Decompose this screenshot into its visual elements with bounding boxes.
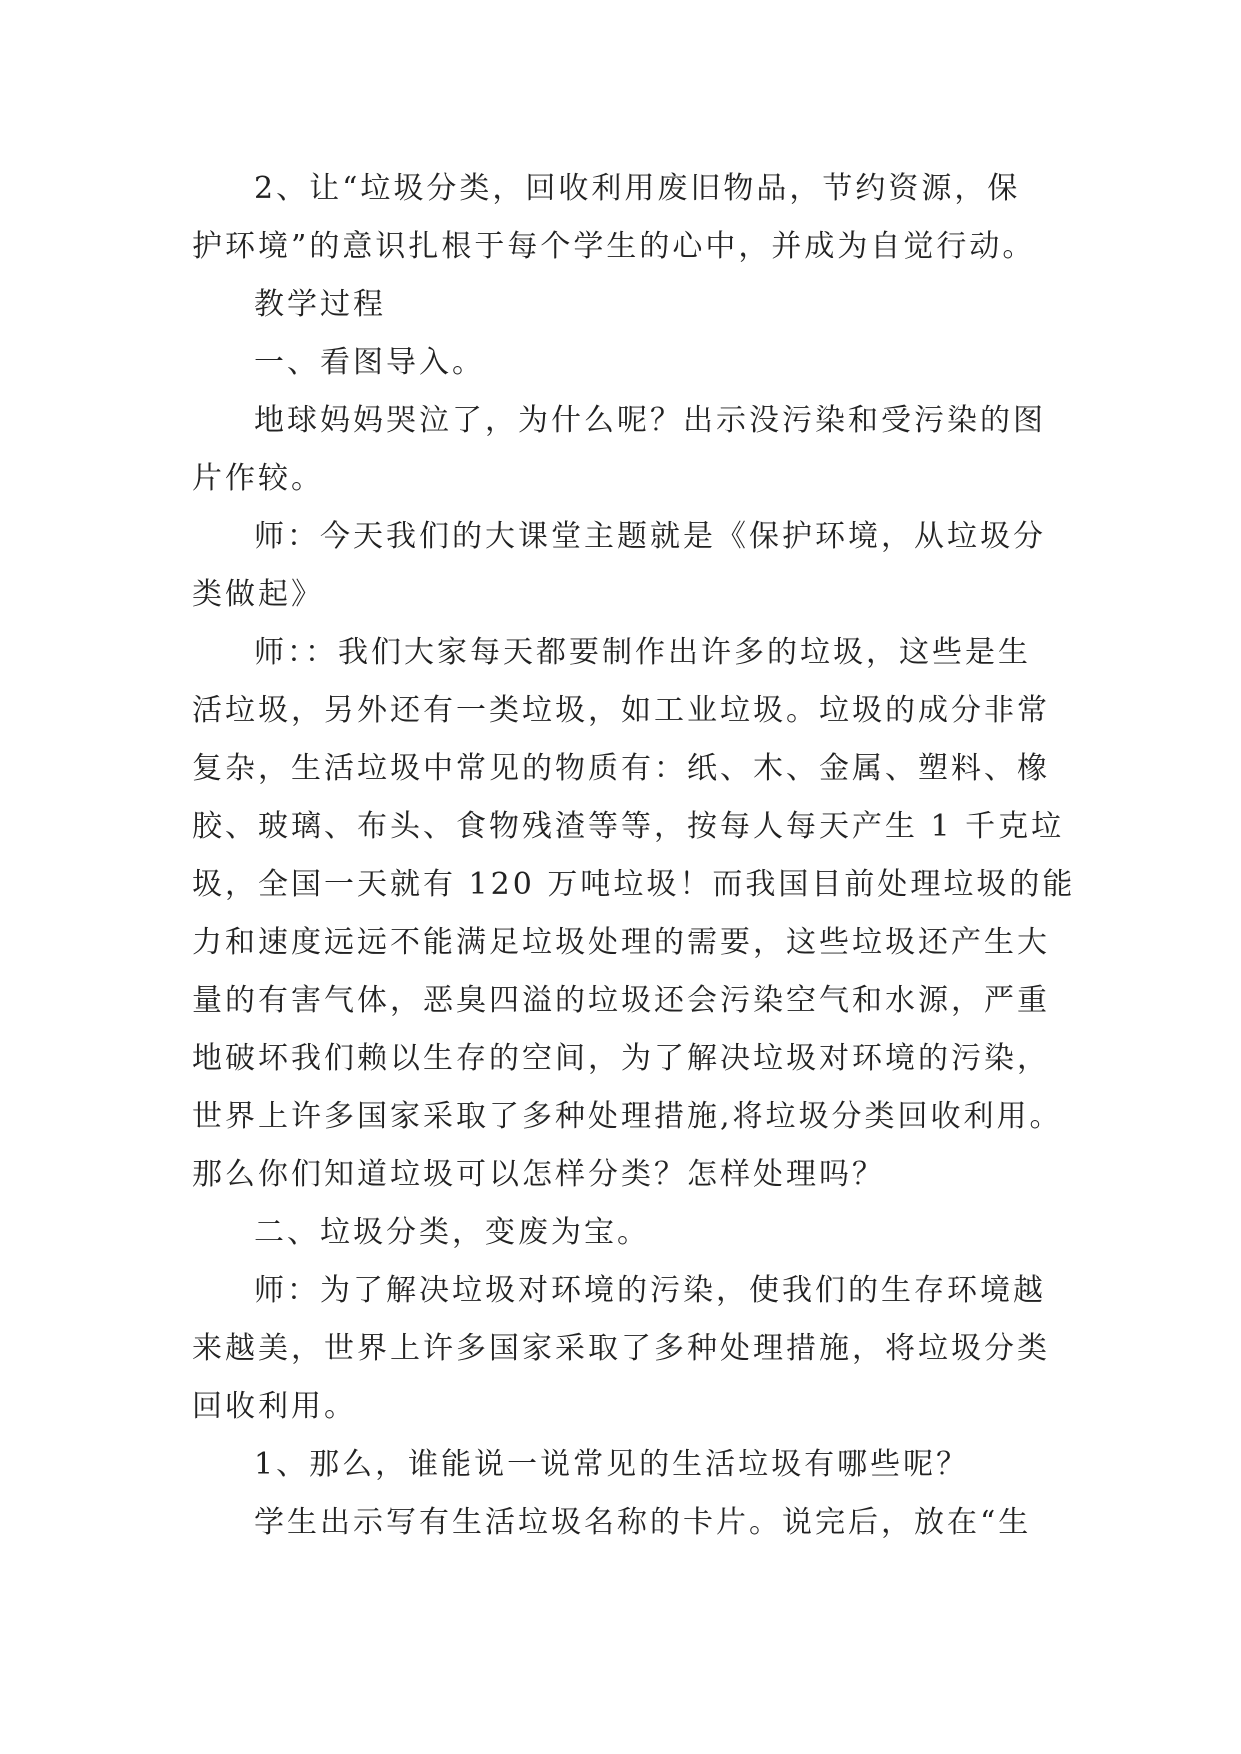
text-line: 世界上许多国家采取了多种处理措施,将垃圾分类回收利用。 — [192, 1099, 1063, 1134]
text-line: 那么你们知道垃圾可以怎样分类？怎样处理吗？ — [192, 1157, 885, 1192]
text-line: 力和速度远远不能满足垃圾处理的需要，这些垃圾还产生大 — [192, 925, 1050, 960]
section-heading: 教学过程 — [254, 287, 386, 322]
text-line: 地破坏我们赖以生存的空间，为了解决垃圾对环境的污染， — [192, 1041, 1050, 1076]
text-line: 师：：我们大家每天都要制作出许多的垃圾，这些是生 — [254, 635, 1031, 670]
text-line: 护环境”的意识扎根于每个学生的心中，并成为自觉行动。 — [192, 229, 1036, 264]
document-page — [192, 160, 1076, 1552]
text-line: 2、让“垃圾分类，回收利用废旧物品，节约资源，保 — [254, 171, 1021, 206]
text-line: 1、那么，谁能说一说常见的生活垃圾有哪些呢？ — [254, 1447, 970, 1482]
section-heading: 二、垃圾分类，变废为宝。 — [254, 1215, 650, 1250]
text-line: 地球妈妈哭泣了，为什么呢？出示没污染和受污染的图 — [254, 403, 1046, 438]
text-line: 师：今天我们的大课堂主题就是《保护环境，从垃圾分 — [254, 519, 1046, 554]
text-line: 复杂，生活垃圾中常见的物质有：纸、木、金属、塑料、橡 — [192, 751, 1050, 786]
section-heading: 一、看图导入。 — [254, 345, 485, 380]
text-line: 师：为了解决垃圾对环境的污染，使我们的生存环境越 — [254, 1273, 1046, 1308]
text-line: 量的有害气体，恶臭四溢的垃圾还会污染空气和水源，严重 — [192, 983, 1050, 1018]
text-line: 回收利用。 — [192, 1389, 357, 1424]
text-line: 圾，全国一天就有 120 万吨垃圾！而我国目前处理垃圾的能 — [192, 867, 1076, 902]
text-line: 学生出示写有生活垃圾名称的卡片。说完后，放在“生 — [254, 1505, 1032, 1540]
text-line: 胶、玻璃、布头、食物残渣等等，按每人每天产生 1 千克垃 — [192, 809, 1065, 844]
text-line: 片作较。 — [192, 461, 324, 496]
text-line: 活垃圾，另外还有一类垃圾，如工业垃圾。垃圾的成分非常 — [192, 693, 1050, 728]
text-line: 来越美，世界上许多国家采取了多种处理措施，将垃圾分类 — [192, 1331, 1050, 1366]
text-line: 类做起》 — [192, 577, 324, 612]
